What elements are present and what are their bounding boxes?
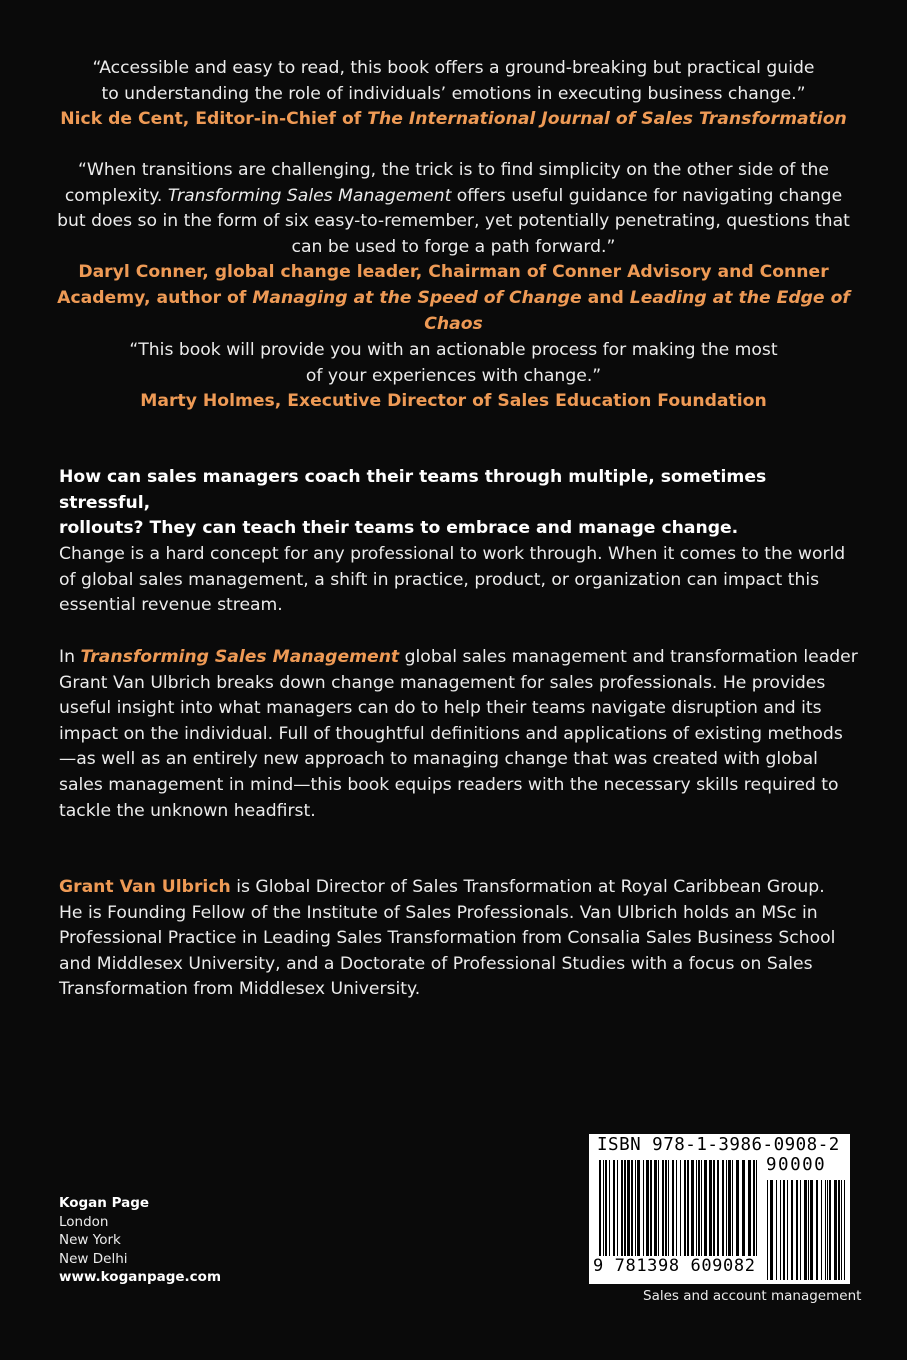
description-paragraph-1 bbox=[59, 542, 859, 619]
endorsement-1-quote-line-1: “Accessible and easy to read, this book offers a ground-breaking but practical guide bbox=[92, 58, 815, 78]
bio-line-4: and Middlesex University, and a Doctorate of Professional Studies with a focus on Sales bbox=[59, 953, 813, 974]
barcode-bar bbox=[841, 1180, 842, 1280]
barcode-bar bbox=[767, 1180, 768, 1280]
p3-book-title: Transforming Sales Management bbox=[80, 647, 400, 667]
barcode-bar bbox=[631, 1160, 633, 1256]
endorsement-3-quote-line-1: “This book will provide you with an actionable process for making the most bbox=[129, 340, 778, 360]
p3-line-1 bbox=[59, 645, 859, 671]
publisher-city-2: New York bbox=[59, 1232, 121, 1248]
barcode-bar bbox=[691, 1160, 694, 1256]
barcode-bar bbox=[713, 1160, 715, 1256]
endorsement-2-book-1: Managing at the Speed of Change bbox=[252, 287, 582, 308]
barcode-digits: 9 781398 609082 bbox=[593, 1256, 756, 1276]
lead-line-2: rollouts? They can teach their teams to embrace and manage change. bbox=[59, 518, 739, 539]
p3-line-2: Grant Van Ulbrich breaks down change management for sales professionals. He provides bbox=[59, 672, 826, 693]
barcode-bar bbox=[742, 1160, 745, 1256]
book-category: Sales and account management bbox=[643, 1288, 862, 1304]
barcode-bar bbox=[654, 1160, 657, 1256]
endorsement-2-quote-line-3: but does so in the form of six easy-to-remember, yet potentially penetrating, questions that bbox=[57, 211, 850, 232]
barcode-bar bbox=[717, 1160, 719, 1256]
endorsement-3 bbox=[40, 338, 867, 415]
barcode-bar bbox=[609, 1160, 610, 1256]
barcode-bar bbox=[808, 1180, 809, 1280]
p3-line-4: impact on the individual. Full of thoughtful definitions and applications of existing methods bbox=[59, 723, 843, 744]
lead-paragraph bbox=[59, 465, 859, 542]
barcode-bar bbox=[650, 1160, 652, 1256]
endorsement-1 bbox=[40, 56, 867, 133]
barcode-bar bbox=[804, 1180, 807, 1280]
barcode-bar bbox=[844, 1180, 845, 1280]
endorsement-1-quote-line-2: to understanding the role of individuals’ emotions in executing business change.” bbox=[101, 83, 806, 104]
p3-line-1-suffix: global sales management and transformation leader bbox=[399, 647, 858, 667]
bio-line-1 bbox=[59, 875, 859, 901]
barcode-bar bbox=[698, 1160, 700, 1256]
barcode-bar bbox=[680, 1160, 681, 1256]
barcode-bar bbox=[668, 1160, 669, 1256]
barcode-bar bbox=[834, 1180, 837, 1280]
endorsement-2-quote-line-2-suffix: offers useful guidance for navigating change bbox=[451, 185, 843, 206]
lead-line-1: How can sales managers coach their teams through multiple, sometimes stressful, bbox=[59, 467, 767, 513]
publisher-info bbox=[59, 1194, 221, 1287]
barcode-bar bbox=[613, 1160, 615, 1256]
barcode-bar bbox=[748, 1160, 751, 1256]
barcode-bar bbox=[617, 1160, 618, 1256]
p3-line-7: tackle the unknown headfirst. bbox=[59, 800, 316, 821]
p3-line-1-prefix: In bbox=[59, 647, 81, 667]
barcode-bar bbox=[800, 1180, 801, 1280]
barcode-bar bbox=[687, 1160, 689, 1256]
p2-line-2: of global sales management, a shift in practice, product, or organization can impact this bbox=[59, 569, 820, 590]
bio-line-5: Transformation from Middlesex University. bbox=[59, 979, 421, 1000]
barcode-bar bbox=[783, 1180, 785, 1280]
publisher-name: Kogan Page bbox=[59, 1195, 150, 1211]
endorsement-1-attribution-prefix: Nick de Cent, Editor-in-Chief of bbox=[60, 109, 368, 130]
endorsement-2-book-title: Transforming Sales Management bbox=[167, 185, 452, 206]
endorsement-2-quote-line-2-prefix: complexity. bbox=[64, 185, 168, 206]
barcode-bar bbox=[658, 1160, 659, 1256]
barcode-bar bbox=[838, 1180, 840, 1280]
barcode-bar bbox=[676, 1160, 677, 1256]
p3-line-6: sales management in mind—this book equips readers with the necessary skills required to bbox=[59, 774, 839, 795]
isbn-barcode bbox=[589, 1134, 850, 1284]
endorsement-3-quote-line-2: of your experiences with change.” bbox=[305, 365, 602, 386]
barcode-bar bbox=[732, 1160, 733, 1256]
barcode-bar bbox=[787, 1180, 788, 1280]
barcode-bar bbox=[624, 1160, 626, 1256]
endorsement-2-attribution-line-1: Daryl Conner, global change leader, Chairman of Conner Advisory and Conner bbox=[78, 262, 829, 283]
author-bio bbox=[59, 875, 859, 1003]
barcode-bar bbox=[646, 1160, 649, 1256]
barcode-bar bbox=[599, 1160, 601, 1256]
barcode-bar bbox=[821, 1180, 822, 1280]
barcode-bar bbox=[605, 1160, 607, 1256]
bio-line-1-suffix: is Global Director of Sales Transformation at Royal Caribbean Group. bbox=[230, 877, 825, 897]
barcode-bar bbox=[722, 1160, 724, 1256]
barcode-bar bbox=[753, 1160, 755, 1256]
bio-line-3: Professional Practice in Leading Sales Transformation from Consalia Sales Business School bbox=[59, 928, 836, 949]
barcode-bar bbox=[770, 1180, 773, 1280]
barcode-bar bbox=[603, 1160, 604, 1256]
barcode-bar bbox=[665, 1160, 667, 1256]
p2-line-1: Change is a hard concept for any professional to work through. When it comes to the world bbox=[59, 544, 846, 564]
barcode-bar bbox=[701, 1160, 702, 1256]
endorsement-2-quote-line-1: “When transitions are challenging, the trick is to find simplicity on the other side of the bbox=[78, 160, 829, 180]
barcode-bar bbox=[635, 1160, 636, 1256]
barcode-bar bbox=[627, 1160, 630, 1256]
endorsement-2-attribution-prefix: Academy, author of bbox=[57, 287, 253, 308]
endorsement-1-attribution bbox=[40, 107, 867, 133]
p2-line-3: essential revenue stream. bbox=[59, 595, 283, 616]
barcode-bar bbox=[780, 1180, 781, 1280]
barcode-addon-digits: 90000 bbox=[766, 1155, 827, 1175]
barcode-bar bbox=[696, 1160, 697, 1256]
isbn-label: ISBN 978-1-3986-0908-2 bbox=[597, 1135, 840, 1155]
endorsement-2-attribution-mid: and bbox=[581, 287, 630, 308]
barcode-bar bbox=[827, 1180, 828, 1280]
barcode-bar bbox=[704, 1160, 707, 1256]
barcode-bar bbox=[756, 1160, 757, 1256]
barcode-bar bbox=[643, 1160, 644, 1256]
endorsement-2 bbox=[40, 158, 867, 337]
endorsement-2-book-2: Leading at the Edge of Chaos bbox=[424, 287, 850, 334]
publisher-website: www.koganpage.com bbox=[59, 1269, 222, 1285]
barcode-bar bbox=[728, 1160, 731, 1256]
endorsement-2-quote-line-4: can be used to forge a path forward.” bbox=[291, 236, 616, 257]
endorsement-1-journal-title: The International Journal of Sales Transformation bbox=[367, 109, 847, 130]
barcode-bar bbox=[637, 1160, 640, 1256]
p3-line-3: useful insight into what managers can do to help their teams navigate disruption and its bbox=[59, 698, 822, 719]
barcode-bar bbox=[796, 1180, 798, 1280]
barcode-bar bbox=[829, 1180, 831, 1280]
endorsement-3-attribution: Marty Holmes, Executive Director of Sales Education Foundation bbox=[140, 391, 767, 412]
barcode-bar bbox=[726, 1160, 727, 1256]
endorsement-2-quote-line-2 bbox=[40, 184, 867, 210]
publisher-city-1: London bbox=[59, 1213, 109, 1230]
barcode-bar bbox=[662, 1160, 664, 1256]
barcode-bar bbox=[816, 1180, 818, 1280]
barcode-bar bbox=[709, 1160, 712, 1256]
barcode-bar bbox=[684, 1160, 686, 1256]
barcode-bar bbox=[810, 1180, 813, 1280]
description-paragraph-2 bbox=[59, 645, 859, 824]
barcode-bar bbox=[825, 1180, 826, 1280]
barcode-bar bbox=[672, 1160, 674, 1256]
endorsement-2-attribution-line-2 bbox=[40, 286, 867, 337]
publisher-city-3: New Delhi bbox=[59, 1250, 128, 1267]
barcode-bar bbox=[621, 1160, 623, 1256]
bio-line-2: He is Founding Fellow of the Institute of Sales Professionals. Van Ulbrich holds an MSc in bbox=[59, 902, 818, 923]
barcode-bar bbox=[791, 1180, 793, 1280]
barcode-bar bbox=[736, 1160, 739, 1256]
barcode-bar bbox=[776, 1180, 777, 1280]
author-name: Grant Van Ulbrich bbox=[59, 877, 231, 897]
p3-line-5: —as well as an entirely new approach to managing change that was created with global bbox=[59, 749, 818, 770]
